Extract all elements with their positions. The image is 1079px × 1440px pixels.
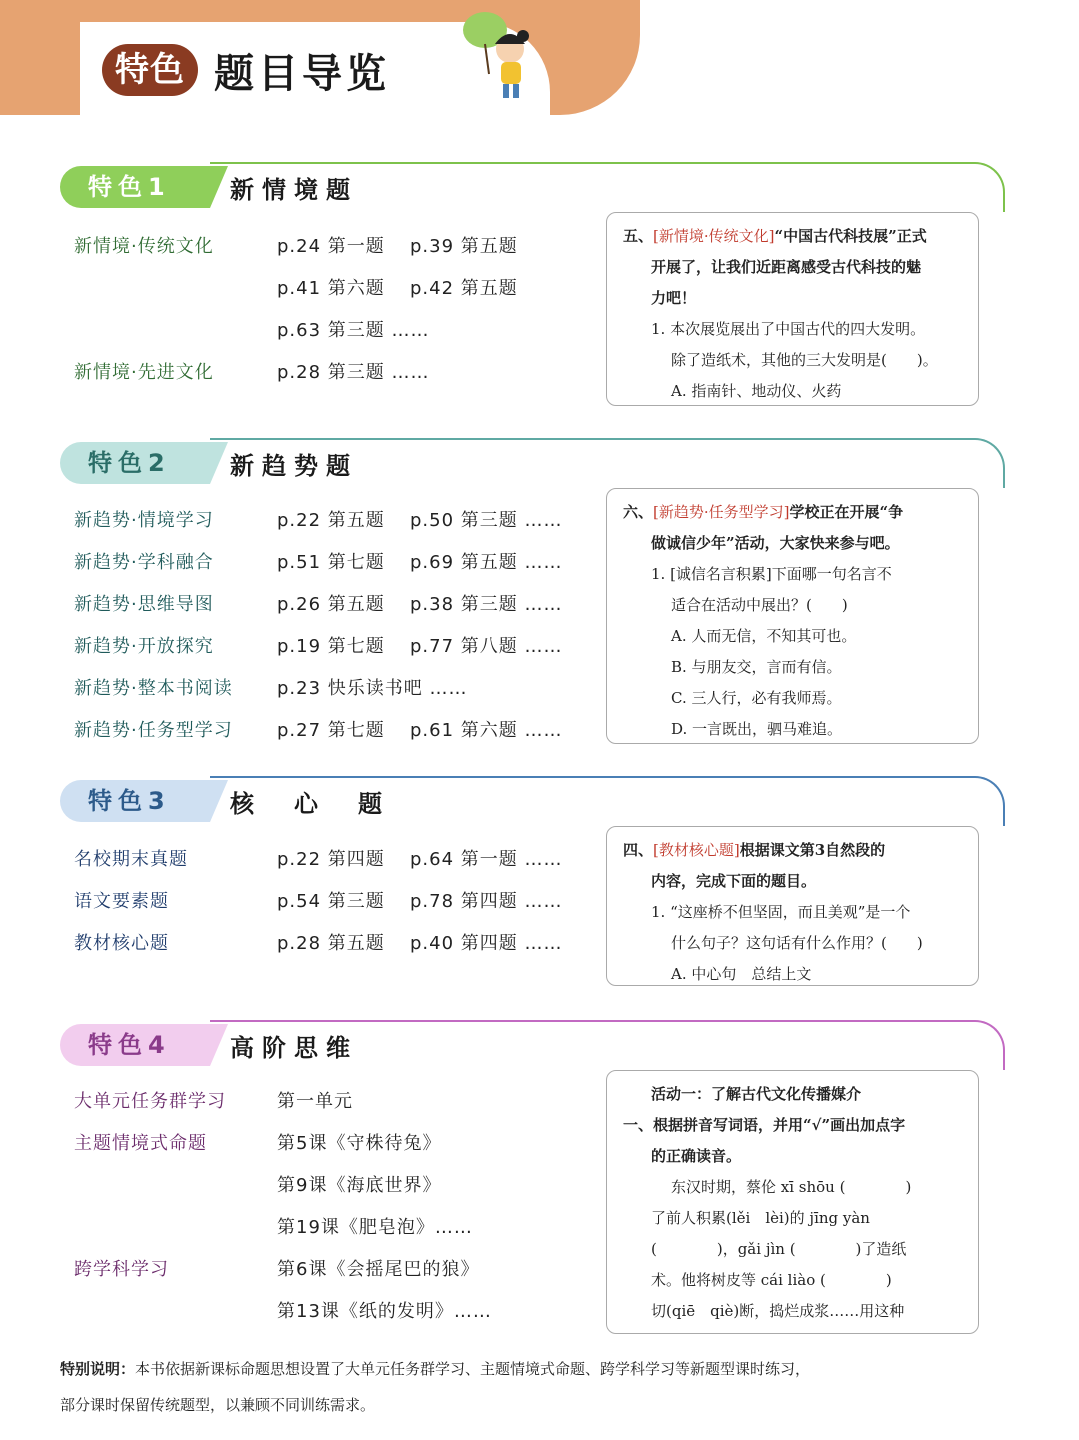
section-1-tag: 特色1: [60, 166, 210, 208]
special-note-line2: 部分课时保留传统题型，以兼顾不同训练需求。: [60, 1396, 376, 1414]
example-box-2: 六、[新趋势·任务型学习]学校正在开展“争 做诚信少年”活动，大家快来参与吧。 1. [诚信名言积累]下面哪一句名言不 适合在活动中展出？( ) A. 人而无信，不知其可也。 B. 与朋友交，言而有信。 C. 三人行，必有我师焉。 D. 一言既出，驷马难追。: [606, 488, 979, 744]
example-box-3: 四、[教材核心题]根据课文第3自然段的 内容，完成下面的题目。 1. “这座桥不但坚固，而且美观”是一个 什么句子？这句话有什么作用？( ) A. 中心句 总结上文: [606, 826, 979, 986]
mascot-icon: [455, 4, 545, 104]
page: 特色 题目导览 特色1 新情境题 新情境·传统文化 p.24 第一题 p.39 第五题 p.41 第六题 p.42 第五题 p.63 第三题 …… 新情境·先进文化 p.28 第三题 …… 五、[新情境·传统文化]“中国古代科技展”正式 开展了，让我们近距离感受古代科技的魅 力吧！ 1. 本次展览展出了中国古代的四大发明。 除了造纸术，其他的三大发明是( )。 A. 指南针、地动仪、火药 特色2 新趋势题 新趋势·情境学习 p.22 第五题 p.50 第三题 …… 新趋势·学科融合 p.51 第七题 p.69 第五题 …… 新趋势·思维导图 p.26 第五题 p.38 第三题 …… 新趋势·开放探究 p.19 第七题 p.77 第八题 …… 新趋势·整本书阅读 p.23 快乐读书吧 …… 新趋势·任务型学习 p.27 第七题 p.61 第六题 …… 六、[新趋势·任务型学习]学校正在开展“争 做诚信少年”活动，大家快来参与吧。 1. [诚信名言积累]下面哪一句名言不 适合在活动中展出？( ) A. 人而无信，不知其可也。 B. 与朋友交，言而有信。 C. 三人行，必有我师焉。 D. 一言既出，驷马难追。 特色3 核 心 题 名校期末真题 p.22 第四题 p.64 第一题 …… 语文要素题 p.54 第三题 p.78 第四题 …… 教材核心题 p.28 第五题 p.40 第四题 …… 四、[教材核心题]根据课文第3自然段的 内容，完成下面的题目。 1. “这座桥不但坚固，而且美观”是一个 什么句子？这句话有什么作用？( ) A. 中心句 总结上文 特色4 高阶思维 大单元任务群学习 第一单元 主题情境式命题 第5课《守株待兔》 第9课《海底世界》 第19课《肥皂泡》…… 跨学科学习 第6课《会摇尾巴的狼》 第13课《纸的发明》…… 活动一：了解古代文化传播媒介 一、根据拼音写词语，并用“√”画出加点字 的正确读音。 东汉时期，蔡伦 xī shōu ( ) 了前人积累(lěi lèi)的 jīng yàn ( )，gǎi jìn ( )了造纸 术。他将树皮等 cái liào ( ) 切(qiē qiè)断，捣烂成浆……用这种 特别说明：本书依据新课标命题思想设置了大单元任务群学习、主题情境式命题、跨学科学习等新题型课时练习， 部分课时保留传统题型，以兼顾不同训练需求。: [0, 0, 1079, 1440]
section-3-title: 核 心 题: [230, 790, 390, 818]
section-2-tag: 特色2: [60, 442, 210, 484]
example-box-4: 活动一：了解古代文化传播媒介 一、根据拼音写词语，并用“√”画出加点字 的正确读音。 东汉时期，蔡伦 xī shōu ( ) 了前人积累(lěi lèi)的 jīng yàn ( )，gǎi jìn ( )了造纸 术。他将树皮等 cái liào ( ) 切(qiē qiè)断，捣烂成浆……用这种: [606, 1070, 979, 1334]
special-note-line1: 特别说明：本书依据新课标命题思想设置了大单元任务群学习、主题情境式命题、跨学科学习等新题型课时练习，: [60, 1360, 811, 1378]
section-1-title: 新情境题: [230, 176, 358, 204]
section-4-tag: 特色4: [60, 1024, 210, 1066]
section-4-title: 高阶思维: [230, 1034, 358, 1062]
example-box-1: 五、[新情境·传统文化]“中国古代科技展”正式 开展了，让我们近距离感受古代科技的魅 力吧！ 1. 本次展览展出了中国古代的四大发明。 除了造纸术，其他的三大发明是( )。 A. 指南针、地动仪、火药: [606, 212, 979, 406]
section-2-title: 新趋势题: [230, 452, 358, 480]
header-tag: 特色: [102, 44, 198, 96]
page-title: 题目导览: [214, 51, 390, 97]
section-3-tag: 特色3: [60, 780, 210, 822]
